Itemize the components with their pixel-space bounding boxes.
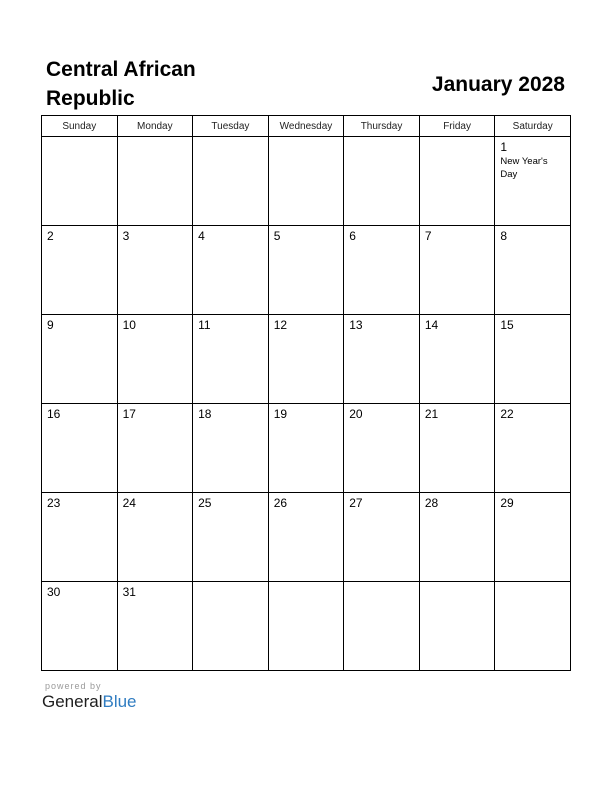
week-row <box>42 404 571 493</box>
day-cell <box>344 226 420 315</box>
day-number <box>495 582 570 585</box>
day-cell <box>117 493 193 582</box>
day-number: 31 <box>122 585 136 599</box>
day-number: 13 <box>349 318 363 332</box>
day-cell <box>193 226 269 315</box>
day-number: 12 <box>273 318 288 332</box>
day-cell <box>42 137 118 226</box>
brand-blue: Blue <box>102 692 137 711</box>
day-cell <box>495 582 571 671</box>
weekday-header-row <box>42 116 571 137</box>
day-number: 15 <box>500 318 514 332</box>
week-row <box>42 493 571 582</box>
day-cell <box>268 404 344 493</box>
day-cell <box>193 404 269 493</box>
day-cell <box>419 226 495 315</box>
day-cell <box>419 582 495 671</box>
day-number: 17 <box>122 407 136 421</box>
day-number <box>42 137 117 140</box>
day-cell <box>268 315 344 404</box>
day-cell <box>419 315 495 404</box>
day-number <box>420 582 495 585</box>
day-number: 8 <box>500 229 508 243</box>
day-cell <box>495 404 571 493</box>
day-number: 16 <box>47 407 61 421</box>
day-cell <box>344 137 420 226</box>
day-cell <box>117 226 193 315</box>
day-number: 20 <box>349 407 363 421</box>
day-cell <box>193 582 269 671</box>
week-row <box>42 315 571 404</box>
day-number <box>269 137 344 140</box>
day-cell <box>42 582 118 671</box>
day-cell <box>193 493 269 582</box>
weekday-header: Friday <box>419 116 495 137</box>
day-number <box>344 582 419 585</box>
day-number: 25 <box>198 496 212 510</box>
day-cell <box>268 137 344 226</box>
day-number: 9 <box>47 318 54 332</box>
day-number: 22 <box>500 407 514 421</box>
day-cell <box>193 315 269 404</box>
day-number: 26 <box>273 496 288 510</box>
day-number: 21 <box>424 407 439 421</box>
week-row <box>42 582 571 671</box>
country-title: Central African Republic <box>46 58 196 110</box>
weekday-header: Saturday <box>495 116 571 137</box>
day-cell <box>495 493 571 582</box>
weekday-header: Sunday <box>42 116 118 137</box>
day-cell <box>419 137 495 226</box>
day-number: 7 <box>424 229 432 243</box>
day-number: 3 <box>122 229 130 243</box>
generalblue-logo[interactable] <box>42 692 137 712</box>
weekday-header: Tuesday <box>193 116 269 137</box>
day-number: 27 <box>349 496 363 510</box>
day-number: 23 <box>47 496 61 510</box>
brand-general: General <box>42 692 103 711</box>
day-cell <box>495 315 571 404</box>
day-number: 2 <box>47 229 54 243</box>
day-number <box>193 137 268 140</box>
day-cell <box>268 582 344 671</box>
day-number <box>193 582 268 585</box>
month-year-title: January 2028 <box>431 73 565 96</box>
day-cell <box>344 582 420 671</box>
day-number: 5 <box>273 229 281 243</box>
day-cell <box>495 137 571 226</box>
day-number: 18 <box>198 407 212 421</box>
day-cell <box>117 582 193 671</box>
day-cell <box>42 493 118 582</box>
day-number <box>420 137 495 140</box>
day-cell <box>268 493 344 582</box>
day-cell <box>42 404 118 493</box>
weekday-header: Monday <box>117 116 193 137</box>
weekday-header: Wednesday <box>268 116 344 137</box>
day-number: 19 <box>273 407 288 421</box>
day-cell <box>344 404 420 493</box>
day-cell <box>419 493 495 582</box>
day-cell <box>117 315 193 404</box>
day-cell <box>193 137 269 226</box>
day-cell <box>419 404 495 493</box>
day-number: 6 <box>349 229 356 243</box>
holiday-label: New Year's Day <box>500 156 548 180</box>
week-row <box>42 137 571 226</box>
day-number: 14 <box>424 318 439 332</box>
day-cell <box>42 315 118 404</box>
day-number <box>344 137 419 140</box>
day-number: 30 <box>47 585 61 599</box>
day-number <box>269 582 344 585</box>
day-cell <box>344 493 420 582</box>
day-number: 24 <box>122 496 136 510</box>
day-cell <box>117 404 193 493</box>
weekday-header: Thursday <box>344 116 420 137</box>
day-number: 28 <box>424 496 439 510</box>
calendar-grid <box>41 115 571 671</box>
powered-by-label: powered by <box>45 681 102 691</box>
day-cell <box>117 137 193 226</box>
day-number: 29 <box>500 496 514 510</box>
day-number: 4 <box>198 229 205 243</box>
day-number: 1 <box>500 140 508 154</box>
day-cell <box>344 315 420 404</box>
day-number: 11 <box>198 318 211 332</box>
day-cell <box>42 226 118 315</box>
day-number <box>118 137 193 140</box>
day-cell <box>495 226 571 315</box>
day-number: 10 <box>122 318 136 332</box>
week-row <box>42 226 571 315</box>
day-cell <box>268 226 344 315</box>
